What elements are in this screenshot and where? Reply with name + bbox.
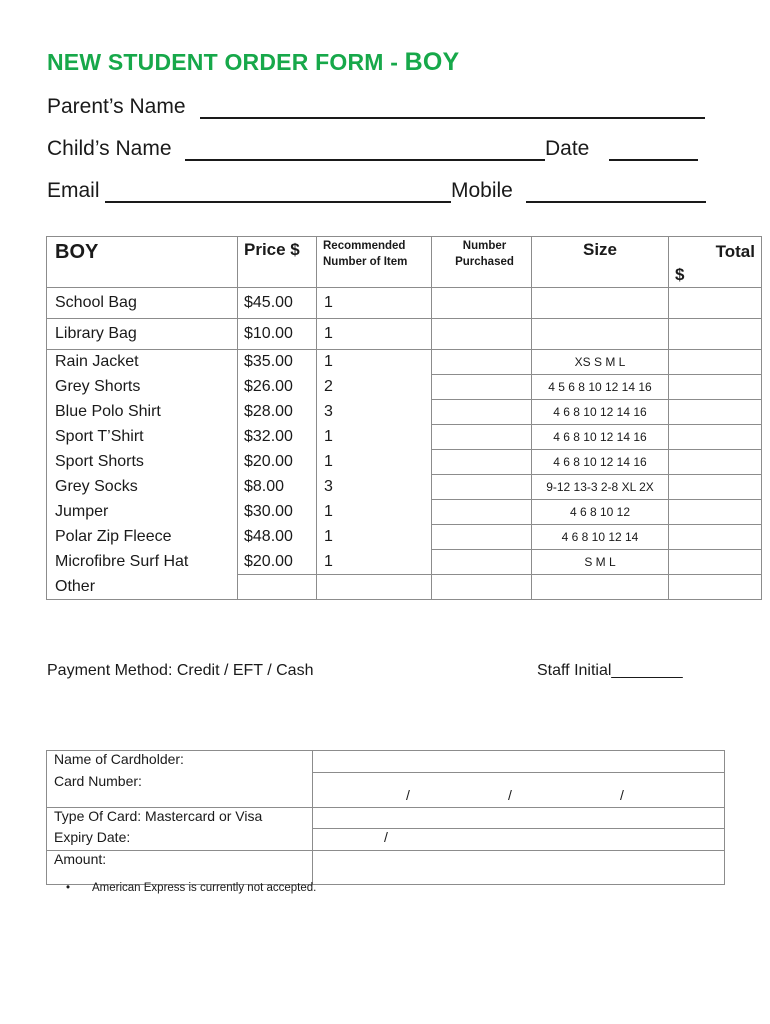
item-size[interactable]: 4 6 8 10 12 14 16 xyxy=(532,400,669,425)
item-purchased-field[interactable] xyxy=(432,425,532,450)
item-recommended: 1 xyxy=(317,319,432,350)
item-total-field[interactable] xyxy=(669,288,762,319)
item-name: Grey Socks xyxy=(47,475,238,500)
item-total-field[interactable] xyxy=(669,375,762,400)
email-label: Email xyxy=(47,179,100,202)
item-name: Polar Zip Fleece xyxy=(47,525,238,550)
item-recommended: 3 xyxy=(317,400,432,425)
card-details-table xyxy=(46,750,725,885)
item-total-field[interactable] xyxy=(669,575,762,600)
parents-name-row xyxy=(47,95,707,123)
header-recommended xyxy=(317,237,432,288)
expiry-row xyxy=(47,829,725,851)
item-name: Sport T’Shirt xyxy=(47,425,238,450)
item-purchased-field[interactable] xyxy=(432,319,532,350)
header-purchased xyxy=(432,237,532,288)
item-total-field[interactable] xyxy=(669,450,762,475)
item-recommended: 2 xyxy=(317,375,432,400)
item-size[interactable]: XS S M L xyxy=(532,350,669,375)
parents-name-field[interactable] xyxy=(200,95,705,119)
date-field[interactable] xyxy=(609,137,698,161)
item-total-field[interactable] xyxy=(669,319,762,350)
item-purchased-field[interactable] xyxy=(432,400,532,425)
expiry-label: Expiry Date: xyxy=(47,829,313,851)
item-total-field[interactable] xyxy=(669,475,762,500)
card-type-field[interactable] xyxy=(313,808,725,829)
amount-label: Amount: xyxy=(47,851,313,885)
childs-name-field[interactable] xyxy=(185,137,545,161)
item-size[interactable]: 4 6 8 10 12 14 16 xyxy=(532,425,669,450)
item-name: Sport Shorts xyxy=(47,450,238,475)
item-price: $20.00 xyxy=(238,550,317,575)
order-items-table xyxy=(46,236,762,600)
expiry-field[interactable] xyxy=(313,829,725,851)
item-name: Microfibre Surf Hat xyxy=(47,550,238,575)
item-price: $35.00 xyxy=(238,350,317,375)
item-purchased-field[interactable] xyxy=(432,475,532,500)
header-total-line1: Total xyxy=(715,242,755,261)
item-name: Grey Shorts xyxy=(47,375,238,400)
table-row xyxy=(47,425,762,450)
parents-name-label: Parent’s Name xyxy=(47,95,186,118)
item-price: $48.00 xyxy=(238,525,317,550)
item-size[interactable]: S M L xyxy=(532,550,669,575)
item-recommended: 1 xyxy=(317,500,432,525)
item-total-field[interactable] xyxy=(669,350,762,375)
header-recommended-line1: Recommended xyxy=(323,240,406,252)
item-total-field[interactable] xyxy=(669,550,762,575)
item-recommended: 3 xyxy=(317,475,432,500)
header-purchased-line2: Purchased xyxy=(455,256,514,268)
item-recommended: 1 xyxy=(317,350,432,375)
form-title-main: NEW STUDENT ORDER FORM - xyxy=(47,49,405,75)
item-purchased-field[interactable] xyxy=(432,550,532,575)
card-number-slash: / xyxy=(508,787,512,803)
amount-row xyxy=(47,851,725,885)
header-recommended-line2: Number of Item xyxy=(323,256,408,268)
item-name: Library Bag xyxy=(47,319,238,350)
cardholder-label: Name of Cardholder: xyxy=(47,751,313,773)
card-number-row xyxy=(47,773,725,808)
table-row xyxy=(47,525,762,550)
card-number-label: Card Number: xyxy=(47,773,313,808)
item-size[interactable]: 9-12 13-3 2-8 XL 2X xyxy=(532,475,669,500)
card-number-field[interactable] xyxy=(313,773,725,808)
item-total-field[interactable] xyxy=(669,525,762,550)
item-recommended: 1 xyxy=(317,288,432,319)
item-recommended: 1 xyxy=(317,450,432,475)
staff-initial: Staff Initial________ xyxy=(537,662,683,679)
item-size[interactable]: 4 6 8 10 12 14 16 xyxy=(532,450,669,475)
item-recommended: 1 xyxy=(317,550,432,575)
table-row xyxy=(47,550,762,575)
date-label: Date xyxy=(545,137,590,160)
item-total-field[interactable] xyxy=(669,500,762,525)
header-item: BOY xyxy=(47,237,238,288)
item-size[interactable]: 4 6 8 10 12 14 xyxy=(532,525,669,550)
item-total-field[interactable] xyxy=(669,425,762,450)
amex-note xyxy=(66,882,316,894)
header-size: Size xyxy=(532,237,669,288)
card-type-row xyxy=(47,808,725,829)
item-price: $10.00 xyxy=(238,319,317,350)
table-row xyxy=(47,350,762,375)
table-row xyxy=(47,575,762,600)
mobile-label: Mobile xyxy=(451,179,513,202)
payment-method: Payment Method: Credit / EFT / Cash xyxy=(47,662,314,679)
card-number-slash: / xyxy=(620,787,624,803)
item-purchased-field[interactable] xyxy=(432,450,532,475)
table-row xyxy=(47,288,762,319)
item-purchased-field[interactable] xyxy=(432,500,532,525)
card-type-label: Type Of Card: Mastercard or Visa xyxy=(47,808,313,829)
childs-name-label: Child’s Name xyxy=(47,137,172,160)
item-purchased-field[interactable] xyxy=(432,575,532,600)
bullet-icon: • xyxy=(66,882,71,894)
item-price: $26.00 xyxy=(238,375,317,400)
cardholder-field[interactable] xyxy=(313,751,725,773)
item-price: $32.00 xyxy=(238,425,317,450)
email-field[interactable] xyxy=(105,179,451,203)
item-recommended-field[interactable] xyxy=(317,575,432,600)
header-price: Price $ xyxy=(238,237,317,288)
table-header-row xyxy=(47,237,762,288)
amex-note-text: American Express is currently not accepted. xyxy=(92,882,317,894)
item-purchased-field[interactable] xyxy=(432,375,532,400)
item-name: Blue Polo Shirt xyxy=(47,400,238,425)
header-purchased-line1: Number xyxy=(462,240,507,252)
item-size[interactable]: 4 5 6 8 10 12 14 16 xyxy=(532,375,669,400)
item-purchased-field[interactable] xyxy=(432,288,532,319)
header-total xyxy=(669,237,762,288)
childs-name-row xyxy=(47,137,707,165)
item-size[interactable]: 4 6 8 10 12 xyxy=(532,500,669,525)
form-title xyxy=(47,48,459,77)
item-size[interactable] xyxy=(532,288,669,319)
table-row xyxy=(47,400,762,425)
item-price: $45.00 xyxy=(238,288,317,319)
item-recommended: 1 xyxy=(317,425,432,450)
item-name: Rain Jacket xyxy=(47,350,238,375)
item-size-field[interactable] xyxy=(532,575,669,600)
email-row xyxy=(47,179,707,207)
item-name: School Bag xyxy=(47,288,238,319)
cardholder-row xyxy=(47,751,725,773)
expiry-separators xyxy=(320,829,724,850)
item-size[interactable] xyxy=(532,319,669,350)
card-number-separators xyxy=(320,773,724,807)
card-number-slash: / xyxy=(406,787,410,803)
expiry-slash: / xyxy=(384,829,388,845)
item-purchased-field[interactable] xyxy=(432,350,532,375)
item-price: $28.00 xyxy=(238,400,317,425)
table-row xyxy=(47,450,762,475)
table-row xyxy=(47,475,762,500)
item-price: $20.00 xyxy=(238,450,317,475)
mobile-field[interactable] xyxy=(526,179,706,203)
table-row xyxy=(47,500,762,525)
item-price: $8.00 xyxy=(238,475,317,500)
item-name: Jumper xyxy=(47,500,238,525)
item-purchased-field[interactable] xyxy=(432,525,532,550)
item-price: $30.00 xyxy=(238,500,317,525)
table-row xyxy=(47,319,762,350)
item-recommended: 1 xyxy=(317,525,432,550)
item-total-field[interactable] xyxy=(669,400,762,425)
amount-field[interactable] xyxy=(313,851,725,885)
item-price-field[interactable] xyxy=(238,575,317,600)
form-title-boy: BOY xyxy=(404,48,460,76)
item-name: Other xyxy=(47,575,238,600)
header-total-line2: $ xyxy=(675,265,685,284)
table-row xyxy=(47,375,762,400)
